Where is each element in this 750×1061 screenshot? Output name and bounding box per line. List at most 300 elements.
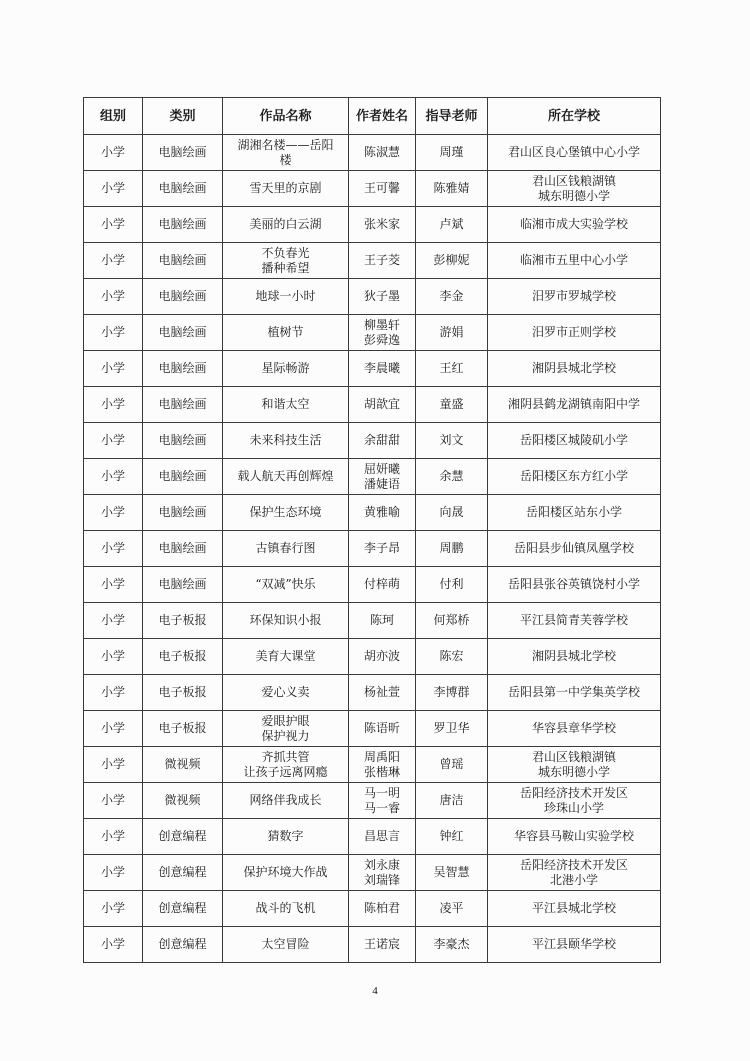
school-cell [488,315,661,351]
work-title-cell [223,243,349,279]
advisor-cell-text: 曾瑶 [439,757,464,771]
school-cell [488,531,661,567]
school-cell [488,387,661,423]
author-cell [349,603,416,639]
work-title-cell [223,171,349,207]
category-cell-text: 电子板报 [158,613,207,627]
school-cell-text: 平江县简青芙蓉学校 [519,613,628,627]
author-cell [349,387,416,423]
table-row [84,135,661,171]
group-cell-text: 小学 [100,937,125,951]
column-advisor-header: 指导老师 [416,98,488,135]
group-cell-text: 小学 [100,433,125,447]
category-cell [143,783,223,819]
school-cell-text: 湘阴县城北学校 [531,361,616,375]
school-cell [488,351,661,387]
school-cell [488,495,661,531]
work-title-cell [223,639,349,675]
table-row [84,603,661,639]
advisor-cell [416,855,488,891]
category-cell [143,351,223,387]
work-title-cell-text: 环保知识小报 [249,613,322,627]
school-cell-text: 平江县颐华学校 [531,937,616,951]
author-cell-text: 胡歆宜 [363,397,400,411]
school-cell [488,171,661,207]
advisor-cell [416,927,488,963]
table-row [84,279,661,315]
table-row [84,567,661,603]
author-cell-text: 马一明 马一睿 [363,785,400,815]
group-cell [84,351,143,387]
category-cell [143,423,223,459]
school-cell [488,567,661,603]
group-cell-text: 小学 [100,181,125,195]
advisor-cell [416,171,488,207]
category-cell-text: 创意编程 [158,829,207,843]
category-cell-text: 电脑绘画 [158,253,207,267]
author-cell [349,675,416,711]
group-cell-text: 小学 [100,217,125,231]
group-cell [84,567,143,603]
work-title-cell [223,135,349,171]
advisor-cell-text: 周瑾 [439,145,464,159]
table-header-row [84,98,661,135]
author-cell-text: 王诺宸 [363,937,400,951]
school-cell [488,243,661,279]
category-cell-text: 微视频 [164,757,201,771]
category-cell-text: 电脑绘画 [158,325,207,339]
school-cell-text: 岳阳县步仙镇凤凰学校 [513,541,634,555]
category-cell [143,675,223,711]
advisor-cell [416,675,488,711]
advisor-cell-text: 卢斌 [439,217,464,231]
group-cell [84,531,143,567]
advisor-cell [416,783,488,819]
advisor-cell-text: 向晟 [439,505,464,519]
author-cell [349,171,416,207]
group-cell [84,315,143,351]
work-title-cell-text: 美育大课堂 [255,649,316,663]
school-cell-text: 湘阴县鹤龙湖镇南阳中学 [507,397,640,411]
table-row [84,387,661,423]
table-row [84,675,661,711]
school-cell-text: 湘阴县城北学校 [531,649,616,663]
group-cell-text: 小学 [100,613,125,627]
author-cell [349,711,416,747]
author-cell-text: 胡亦波 [363,649,400,663]
author-cell-text: 昌思言 [363,829,400,843]
group-cell [84,675,143,711]
work-title-cell [223,207,349,243]
advisor-cell [416,603,488,639]
group-cell-text: 小学 [100,865,125,879]
work-title-cell-text: 猜数字 [267,829,304,843]
advisor-cell-text: 李金 [439,289,464,303]
advisor-cell-text: 童盛 [439,397,464,411]
group-cell-text: 小学 [100,397,125,411]
advisor-cell [416,315,488,351]
work-title-cell [223,387,349,423]
category-cell-text: 电脑绘画 [158,541,207,555]
author-cell [349,531,416,567]
category-cell [143,387,223,423]
group-cell-text: 小学 [100,757,125,771]
group-cell [84,135,143,171]
advisor-cell [416,747,488,783]
work-title-cell-text: 湖湘名楼——岳阳 楼 [237,137,334,167]
advisor-cell-text: 何郑桥 [433,613,470,627]
school-cell [488,207,661,243]
work-title-cell [223,315,349,351]
work-title-cell-text: 战斗的飞机 [255,901,316,915]
author-cell-text: 刘永康 刘瑞锋 [363,857,400,887]
category-cell [143,171,223,207]
author-cell [349,567,416,603]
table-row [84,495,661,531]
column-school-header: 所在学校 [488,98,661,135]
author-cell-text: 陈柏君 [363,901,400,915]
category-cell [143,819,223,855]
group-cell [84,819,143,855]
table-row [84,315,661,351]
school-cell [488,135,661,171]
group-cell [84,639,143,675]
group-cell-text: 小学 [100,829,125,843]
advisor-cell-text: 游娟 [439,325,464,339]
work-title-cell-text: 太空冒险 [261,937,310,951]
group-cell [84,171,143,207]
work-title-cell [223,783,349,819]
school-cell-text: 岳阳经济技术开发区 珍珠山小学 [519,785,628,815]
group-cell-text: 小学 [100,469,125,483]
group-cell-text: 小学 [100,145,125,159]
column-group-header: 组别 [84,98,143,135]
work-title-cell-text: 古镇春行图 [255,541,316,555]
advisor-cell [416,423,488,459]
advisor-cell-text: 凌平 [439,901,464,915]
advisor-cell [416,891,488,927]
author-cell [349,135,416,171]
category-cell-text: 电脑绘画 [158,433,207,447]
work-title-cell [223,747,349,783]
advisor-cell-text: 钟红 [439,829,464,843]
advisor-cell [416,279,488,315]
category-cell-text: 创意编程 [158,865,207,879]
author-cell-text: 张米家 [363,217,400,231]
category-cell-text: 微视频 [164,793,201,807]
category-cell [143,243,223,279]
table-row [84,747,661,783]
group-cell-text: 小学 [100,793,125,807]
author-cell [349,207,416,243]
school-cell-text: 君山区钱粮湖镇 城东明德小学 [531,173,616,203]
group-cell-text: 小学 [100,325,125,339]
category-cell [143,315,223,351]
category-cell [143,531,223,567]
advisor-cell [416,351,488,387]
advisor-cell-text: 李豪杰 [433,937,470,951]
category-cell [143,459,223,495]
category-cell [143,603,223,639]
work-title-cell-text: 齐抓共管 让孩子远离网瘾 [243,749,328,779]
work-title-cell [223,819,349,855]
advisor-cell [416,135,488,171]
advisor-cell-text: 王红 [439,361,464,375]
advisor-cell [416,819,488,855]
school-cell-text: 汨罗市罗城学校 [531,289,616,303]
advisor-cell-text: 付利 [439,577,464,591]
work-title-cell [223,459,349,495]
table-row [84,351,661,387]
group-cell-text: 小学 [100,649,125,663]
table-row [84,459,661,495]
advisor-cell [416,495,488,531]
advisor-cell [416,207,488,243]
work-title-cell-text: 地球一小时 [255,289,316,303]
work-title-cell-text: 爱眼护眼 保护视力 [261,713,310,743]
work-title-cell-text: 网络伴我成长 [249,793,322,807]
category-cell-text: 电脑绘画 [158,577,207,591]
author-cell [349,459,416,495]
author-cell-text: 李子昂 [363,541,400,555]
school-cell-text: 岳阳楼区城陵矶小学 [519,433,628,447]
group-cell [84,855,143,891]
advisor-cell [416,531,488,567]
group-cell [84,783,143,819]
category-cell-text: 电子板报 [158,721,207,735]
table-row [84,207,661,243]
work-title-cell-text: “双减”快乐 [255,577,316,591]
category-cell [143,567,223,603]
group-cell-text: 小学 [100,541,125,555]
school-cell [488,639,661,675]
work-title-cell [223,711,349,747]
group-cell [84,891,143,927]
work-title-cell-text: 未来科技生活 [249,433,322,447]
work-title-cell [223,891,349,927]
author-cell [349,423,416,459]
work-title-cell-text: 美丽的白云湖 [249,217,322,231]
group-cell-text: 小学 [100,721,125,735]
table-row [84,639,661,675]
author-cell-text: 周禹阳 张楷琳 [363,749,400,779]
work-title-cell-text: 星际畅游 [261,361,310,375]
author-cell [349,243,416,279]
school-cell-text: 华容县马鞍山实验学校 [513,829,634,843]
group-cell [84,495,143,531]
school-cell [488,927,661,963]
column-category-header: 类别 [143,98,223,135]
author-cell [349,819,416,855]
column-author-header: 作者姓名 [349,98,416,135]
school-cell-text: 岳阳县张谷英镇饶村小学 [507,577,640,591]
author-cell-text: 狄子墨 [363,289,400,303]
category-cell [143,747,223,783]
table-body [84,135,661,963]
advisor-cell [416,387,488,423]
school-cell [488,747,661,783]
author-cell-text: 付梓萌 [363,577,400,591]
author-cell [349,855,416,891]
school-cell-text: 君山区良心堡镇中心小学 [507,145,640,159]
work-title-cell-text: 雪天里的京剧 [249,181,322,195]
school-cell-text: 岳阳县第一中学集英学校 [507,685,640,699]
advisor-cell [416,639,488,675]
author-cell-text: 陈语昕 [363,721,400,735]
advisor-cell-text: 刘文 [439,433,464,447]
category-cell [143,855,223,891]
group-cell [84,603,143,639]
work-title-cell [223,279,349,315]
table-row [84,711,661,747]
category-cell-text: 电脑绘画 [158,361,207,375]
category-cell-text: 电脑绘画 [158,397,207,411]
advisor-cell-text: 彭柳妮 [433,253,470,267]
author-cell [349,747,416,783]
category-cell-text: 电子板报 [158,685,207,699]
group-cell-text: 小学 [100,577,125,591]
author-cell-text: 余甜甜 [363,433,400,447]
author-cell-text: 柳墨轩 彭舜逸 [363,317,400,347]
author-cell [349,639,416,675]
work-title-cell [223,603,349,639]
advisor-cell-text: 李博群 [433,685,470,699]
work-title-cell-text: 保护环境大作战 [243,865,328,879]
school-cell [488,819,661,855]
work-title-cell-text: 植树节 [267,325,304,339]
group-cell [84,279,143,315]
school-cell [488,783,661,819]
school-cell-text: 平江县城北学校 [531,901,616,915]
table-row [84,423,661,459]
advisor-cell-text: 吴智慧 [433,865,470,879]
group-cell [84,459,143,495]
table-row [84,855,661,891]
group-cell [84,423,143,459]
author-cell-text: 黄雅喻 [363,505,400,519]
school-cell-text: 岳阳楼区站东小学 [525,505,622,519]
school-cell-text: 岳阳楼区东方红小学 [519,469,628,483]
category-cell-text: 电脑绘画 [158,289,207,303]
category-cell-text: 电脑绘画 [158,145,207,159]
author-cell [349,279,416,315]
work-title-cell [223,351,349,387]
school-cell-text: 临湘市五里中心小学 [519,253,628,267]
advisor-cell-text: 罗卫华 [433,721,470,735]
category-cell [143,207,223,243]
school-cell [488,711,661,747]
work-title-cell-text: 不负春光 播种希望 [261,245,310,275]
author-cell [349,315,416,351]
school-cell-text: 汨罗市正则学校 [531,325,616,339]
advisor-cell-text: 周鹏 [439,541,464,555]
group-cell-text: 小学 [100,361,125,375]
table-row [84,171,661,207]
work-title-cell-text: 和谐太空 [261,397,310,411]
school-cell-text: 临湘市成大实验学校 [519,217,628,231]
table-row [84,243,661,279]
category-cell-text: 电脑绘画 [158,469,207,483]
group-cell [84,207,143,243]
table-row [84,819,661,855]
table-header [84,98,661,135]
group-cell [84,387,143,423]
category-cell [143,927,223,963]
category-cell [143,639,223,675]
category-cell [143,711,223,747]
group-cell [84,243,143,279]
category-cell-text: 电脑绘画 [158,217,207,231]
table-row [84,927,661,963]
work-title-cell [223,423,349,459]
category-cell-text: 电脑绘画 [158,505,207,519]
author-cell-text: 杨祉萱 [363,685,400,699]
category-cell [143,891,223,927]
group-cell [84,711,143,747]
author-cell-text: 屈妍曦 潘婕语 [363,461,400,491]
group-cell-text: 小学 [100,289,125,303]
work-title-cell [223,495,349,531]
author-cell [349,783,416,819]
school-cell [488,603,661,639]
column-work-title-header: 作品名称 [223,98,349,135]
author-cell-text: 王可馨 [363,181,400,195]
work-title-cell-text: 载人航天再创辉煌 [237,469,334,483]
page-number: 4 [372,985,378,997]
school-cell [488,423,661,459]
table-row [84,531,661,567]
author-cell [349,891,416,927]
group-cell [84,927,143,963]
author-cell-text: 陈淑慧 [363,145,400,159]
work-title-cell [223,567,349,603]
work-title-cell-text: 保护生态环境 [249,505,322,519]
group-cell-text: 小学 [100,901,125,915]
advisor-cell [416,567,488,603]
school-cell-text: 君山区钱粮湖镇 城东明德小学 [531,749,616,779]
category-cell [143,279,223,315]
school-cell-text: 华容县章华学校 [531,721,616,735]
school-cell [488,675,661,711]
advisor-cell-text: 陈雅婧 [433,181,470,195]
school-cell [488,279,661,315]
category-cell [143,495,223,531]
advisor-cell-text: 余慧 [439,469,464,483]
work-title-cell [223,927,349,963]
school-cell [488,855,661,891]
author-cell-text: 陈珂 [369,613,394,627]
author-cell-text: 王子茭 [363,253,400,267]
work-title-cell [223,675,349,711]
advisor-cell [416,711,488,747]
author-cell [349,495,416,531]
author-cell [349,351,416,387]
work-title-cell [223,531,349,567]
category-cell-text: 电脑绘画 [158,181,207,195]
author-cell-text: 李晨曦 [363,361,400,375]
group-cell-text: 小学 [100,505,125,519]
category-cell-text: 创意编程 [158,901,207,915]
category-cell [143,135,223,171]
school-cell-text: 岳阳经济技术开发区 北港小学 [519,857,628,887]
table-row [84,783,661,819]
work-title-cell-text: 爱心义卖 [261,685,310,699]
award-list-table [83,97,661,963]
school-cell [488,459,661,495]
group-cell [84,747,143,783]
table-row [84,891,661,927]
category-cell-text: 电子板报 [158,649,207,663]
